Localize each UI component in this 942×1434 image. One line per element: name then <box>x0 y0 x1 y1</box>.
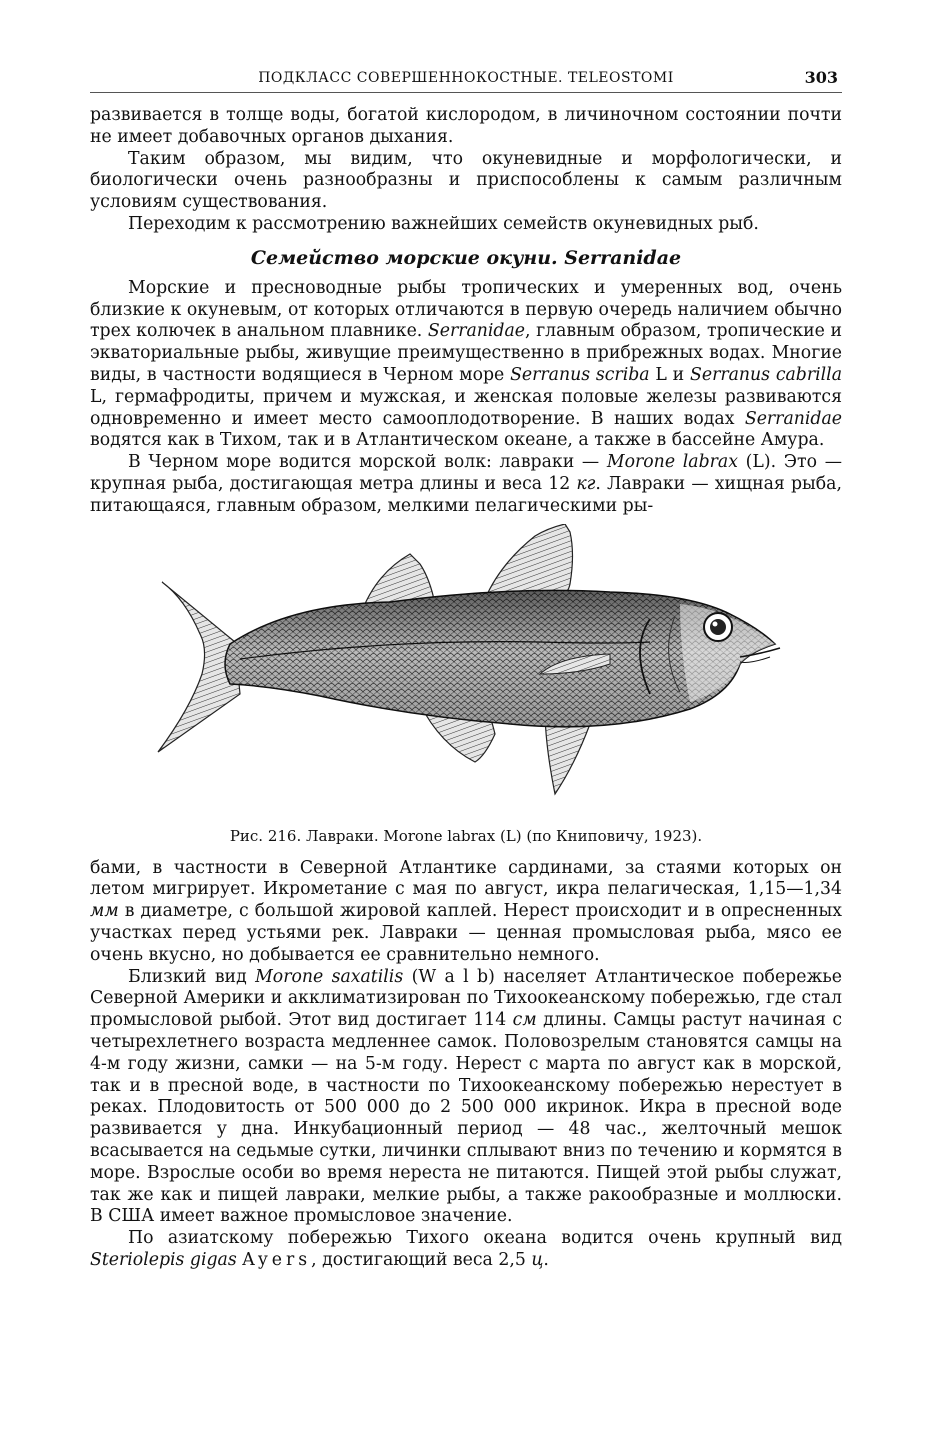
figure-caption: Рис. 216. Лавраки. Morone labrax (L) (по Книповичу, 1923). <box>229 826 703 845</box>
paragraph-serranidae: Морские и пресноводные рыбы тропических и умеренных вод, очень близкие к окуневым, от которых отличаются в первую очередь наличием обычно трех колючек в анальном плавнике. Serranidae, главным образом, тропические и экваториальные рыбы, живущие преимущественно в прибрежных водах. Многие виды, в частности водящиеся в Черном море Serranus scriba L и Serranus cabrilla L, гермафродиты, причем и мужская, и женская половые железы развиваются одновременно и имеет место самооплодотворение. В наших водах Serranidae водятся как в Тихом, так и в Атлантическом океане, а также в бассейне Амура. <box>90 277 843 451</box>
running-header-title: ПОДКЛАСС СОВЕРШЕННОКОСТНЫЕ. TELEOSTOMI <box>258 70 674 86</box>
paragraph-stereolepis: По азиатскому побережью Тихого океана водится очень крупный вид Steriolepis gigas Ayers, достигающий веса 2,5 ц. <box>90 1228 842 1270</box>
section-heading: Семейство морские окуни. Serranidae <box>250 246 682 269</box>
paragraph-labrax-continued: бами, в частности в Северной Атлантике сардинами, за стаями которых он летом мигрирует. Икрометание с мая по август, икра пелагическая, 1,15—1,34 мм в диаметре, с большой жировой каплей. Нерест происходит и в опресненных участках перед устьями рек. Лавраки — ценная промысловая рыба, мясо ее очень вкусно, но добывается ее сравнительно немного. <box>90 857 842 965</box>
page-number: 303 <box>804 68 838 87</box>
page <box>90 62 842 1272</box>
paragraph-transition: Переходим к рассмотрению важнейших семейств окуневидных рыб. <box>128 213 759 234</box>
paragraph-labrax: В Черном море водится морской волк: лавраки — Morone labrax (L). Это — крупная рыба, достигающая метра длины и веса 12 кг. Лавраки — хищная рыба, питающаяся, главным образом, мелкими пелагическими ры- <box>90 452 842 516</box>
paragraph-continuation: развивается в толще воды, богатой кислородом, в личиночном состоянии почти не имеет добавочных органов дыхания. <box>90 105 842 147</box>
paragraph-summary: Таким образом, мы видим, что окуневидные и морфологически, и биологически очень разнообразны и приспособлены к самым различным условиям существования. <box>90 148 842 213</box>
paragraph-saxatilis: Близкий вид Morone saxatilis (W a l b) населяет Атлантическое побережье Северной Америки и акклиматизирован по Тихоокеанскому побережью, где стал промысловой рыбой. Этот вид достигает 114 см длины. Самцы растут начиная с четырехлетнего возраста медленнее самок. Половозрелым становятся самцы на 4-м году жизни, самки — на 5-м году. Нерест с марта по август как в морской, так и в пресной воде, в частности по Тихоокеанскому побережью нерестует в реках. Плодовитость от 500 000 до 2 500 000 икринок. Икра в пресной воде развивается у дна. Инкубационный период — 48 час., желточный мешок всасывается на седьмые сутки, личинки сплывают вниз по течению и кормятся в море. Взрослые особи во время нереста не питаются. Пищей этой рыбы служат, так же как и пищей лавраки, мелкие рыбы, а также ракообразные и моллюски. В США имеет важное промысловое значение. <box>90 966 843 1227</box>
running-header <box>90 62 842 93</box>
fish-illustration <box>90 524 842 824</box>
